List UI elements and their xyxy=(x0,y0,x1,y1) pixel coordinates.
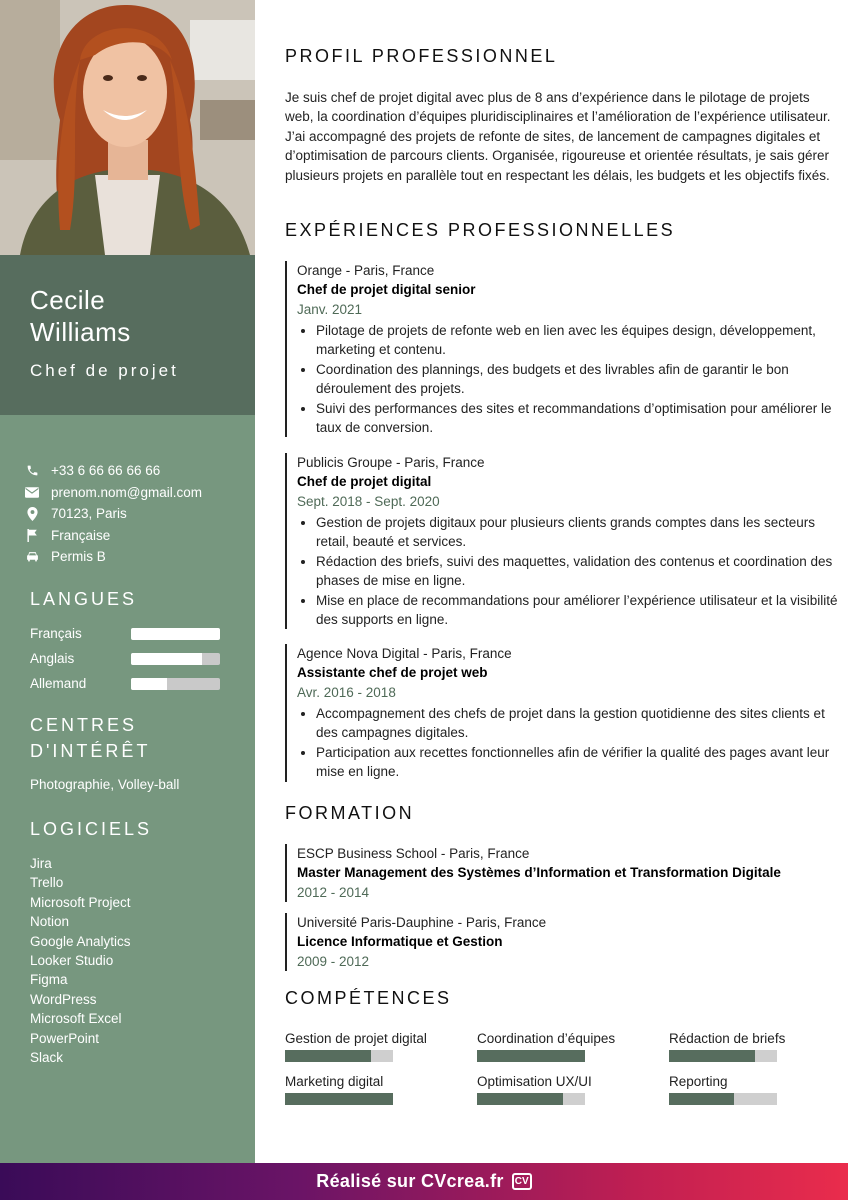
experience-bullet: • Gestion de projets digitaux pour plusieurs clients grands comptes dans les secteurs retail, beauté et services. xyxy=(316,513,845,552)
education-entry xyxy=(285,844,845,902)
languages-list xyxy=(30,621,220,696)
software-item: Microsoft Excel xyxy=(30,1011,122,1027)
contact-license xyxy=(25,546,245,568)
location-pin-icon xyxy=(25,507,39,521)
skill-level-fill xyxy=(477,1093,563,1105)
education-degree: Master Management des Systèmes d’Information et Transformation Digitale xyxy=(297,865,781,881)
software-item: Jira xyxy=(30,856,52,871)
experience-date: Avr. 2016 - 2018 xyxy=(297,684,396,700)
experience-role: Chef de projet digital senior xyxy=(297,282,476,298)
software-item: Figma xyxy=(30,972,68,988)
software-heading: LOGICIELS xyxy=(30,819,153,839)
flag-icon xyxy=(25,528,39,542)
software-item: Slack xyxy=(30,1049,64,1065)
software-item: Looker Studio xyxy=(30,952,114,968)
experience-entry xyxy=(285,644,845,782)
contact-location xyxy=(25,503,245,525)
experience-bullet: • Mise en place de recommandations pour améliorer l’expérience utilisateur et la visibilité des supports en ligne. xyxy=(316,591,845,630)
skills-heading: COMPÉTENCES xyxy=(285,988,452,1008)
footer-banner[interactable] xyxy=(0,1163,848,1200)
education-school: ESCP Business School - Paris, France xyxy=(297,846,530,861)
education-school: Université Paris-Dauphine - Paris, France xyxy=(297,915,547,930)
language-level-bar xyxy=(131,628,220,640)
car-icon xyxy=(25,550,39,564)
skill-item xyxy=(477,1073,647,1105)
mail-icon xyxy=(25,485,39,499)
skill-level-fill xyxy=(285,1050,371,1062)
language-level-fill xyxy=(131,628,220,640)
profile-heading: PROFIL PROFESSIONNEL xyxy=(285,46,558,66)
interests-heading-line-2: D'INTÉRÊT xyxy=(30,741,151,761)
experience-bullet: • Participation aux recettes fonctionnelles afin de vérifier la qualité des pages avant leur mise en ligne. xyxy=(316,743,845,782)
cv-logo-icon: CV xyxy=(512,1173,532,1190)
languages-heading: LANGUES xyxy=(30,589,138,609)
skill-level-fill xyxy=(669,1093,734,1105)
experience-company: Orange - Paris, France xyxy=(297,263,435,278)
skill-level-bar xyxy=(477,1050,585,1062)
contact-email-text: prenom.nom@gmail.com xyxy=(51,484,203,500)
skill-name: Gestion de projet digital xyxy=(285,1031,427,1046)
skill-level-bar xyxy=(285,1050,393,1062)
experience-company: Agence Nova Digital - Paris, France xyxy=(297,646,512,661)
name-block xyxy=(0,255,255,415)
education-date: 2012 - 2014 xyxy=(297,884,370,900)
contact-phone xyxy=(25,460,245,482)
experience-heading: EXPÉRIENCES PROFESSIONNELLES xyxy=(285,220,676,240)
software-item: WordPress xyxy=(30,991,97,1007)
experience-bullets xyxy=(297,513,845,629)
skill-level-bar xyxy=(285,1093,393,1105)
education-heading: FORMATION xyxy=(285,803,415,823)
profile-photo xyxy=(0,0,255,255)
software-item: Trello xyxy=(30,875,64,891)
contact-list xyxy=(25,460,245,568)
language-level-bar xyxy=(131,678,220,690)
contact-location-text: 70123, Paris xyxy=(51,506,127,522)
skill-level-bar xyxy=(669,1093,777,1105)
language-name: Français xyxy=(30,626,82,641)
language-level-bar xyxy=(131,653,220,665)
interests-text: Photographie, Volley-ball xyxy=(30,777,180,792)
contact-nationality xyxy=(25,525,245,547)
footer-text[interactable]: Réalisé sur CVcrea.fr xyxy=(316,1171,504,1191)
software-list xyxy=(30,854,131,1067)
language-name: Anglais xyxy=(30,651,75,666)
skill-name: Coordination d’équipes xyxy=(477,1031,616,1046)
experience-bullets xyxy=(297,321,845,437)
software-item: PowerPoint xyxy=(30,1030,100,1046)
skill-level-fill xyxy=(669,1050,755,1062)
skill-item xyxy=(285,1030,455,1062)
skill-item xyxy=(477,1030,647,1062)
skill-name: Rédaction de briefs xyxy=(669,1031,786,1046)
last-name: Williams xyxy=(30,317,131,347)
experience-role: Assistante chef de projet web xyxy=(297,665,488,681)
language-item xyxy=(30,646,220,671)
software-item: Microsoft Project xyxy=(30,894,131,910)
skill-item xyxy=(285,1073,455,1105)
first-name: Cecile xyxy=(30,285,106,315)
language-item xyxy=(30,621,220,646)
experience-bullets xyxy=(297,704,845,782)
software-item: Notion xyxy=(30,914,70,930)
contact-license-text: Permis B xyxy=(51,549,106,565)
software-item: Google Analytics xyxy=(30,933,131,949)
skill-name: Optimisation UX/UI xyxy=(477,1074,592,1089)
education-date: 2009 - 2012 xyxy=(297,953,370,969)
contact-nationality-text: Française xyxy=(51,527,111,543)
phone-icon xyxy=(25,464,39,478)
skill-item xyxy=(669,1030,839,1062)
language-level-fill xyxy=(131,653,202,665)
experience-bullet: • Pilotage de projets de refonte web en lien avec les équipes design, développement, marketing et contenu. xyxy=(316,321,845,360)
experience-date: Sept. 2018 - Sept. 2020 xyxy=(297,493,440,509)
skill-item xyxy=(669,1073,839,1105)
skill-level-fill xyxy=(477,1050,585,1062)
contact-phone-text: +33 6 66 66 66 66 xyxy=(51,463,161,479)
skill-name: Reporting xyxy=(669,1074,728,1089)
language-item xyxy=(30,671,220,696)
experience-bullet: • Suivi des performances des sites et recommandations d’optimisation pour améliorer le taux de conversion. xyxy=(316,399,845,438)
experience-bullet: • Coordination des plannings, des budgets et des livrables afin de garantir le bon déroulement des projets. xyxy=(316,360,845,399)
language-name: Allemand xyxy=(30,676,87,691)
profile-text: Je suis chef de projet digital avec plus de 8 ans d’expérience dans le pilotage de projets web, la coordination d’équipes pluridisciplinaires et l’amélioration de l’expérience utilisateur. J’ai accompagné des projets de refonte de sites, de lancement de campagnes digitales et d’optimisation de parcours clients. Organisée, rigoureuse et orientée résultats, je sais gérer plusieurs projets en parallèle tout en respectant les délais, les budgets et les objectifs fixés. xyxy=(285,90,831,183)
experience-entry xyxy=(285,261,845,437)
experience-entry xyxy=(285,453,845,629)
experience-role: Chef de projet digital xyxy=(297,474,432,490)
experience-bullet: • Rédaction des briefs, suivi des maquettes, validation des contenus et coordination des phases de mise en ligne. xyxy=(316,552,845,591)
contact-email xyxy=(25,482,245,504)
skill-name: Marketing digital xyxy=(285,1074,384,1089)
experience-company: Publicis Groupe - Paris, France xyxy=(297,455,485,470)
skill-level-fill xyxy=(285,1093,393,1105)
experience-bullet: • Accompagnement des chefs de projet dans la gestion quotidienne des sites clients et des campagnes digitales. xyxy=(316,704,845,743)
language-level-fill xyxy=(131,678,167,690)
education-degree: Licence Informatique et Gestion xyxy=(297,934,503,950)
sidebar xyxy=(0,0,255,1163)
job-title: Chef de projet xyxy=(30,361,179,380)
interests-heading-line-1: CENTRES xyxy=(30,715,138,735)
experience-date: Janv. 2021 xyxy=(297,301,363,317)
skill-level-bar xyxy=(477,1093,585,1105)
education-entry xyxy=(285,913,845,971)
skill-level-bar xyxy=(669,1050,777,1062)
